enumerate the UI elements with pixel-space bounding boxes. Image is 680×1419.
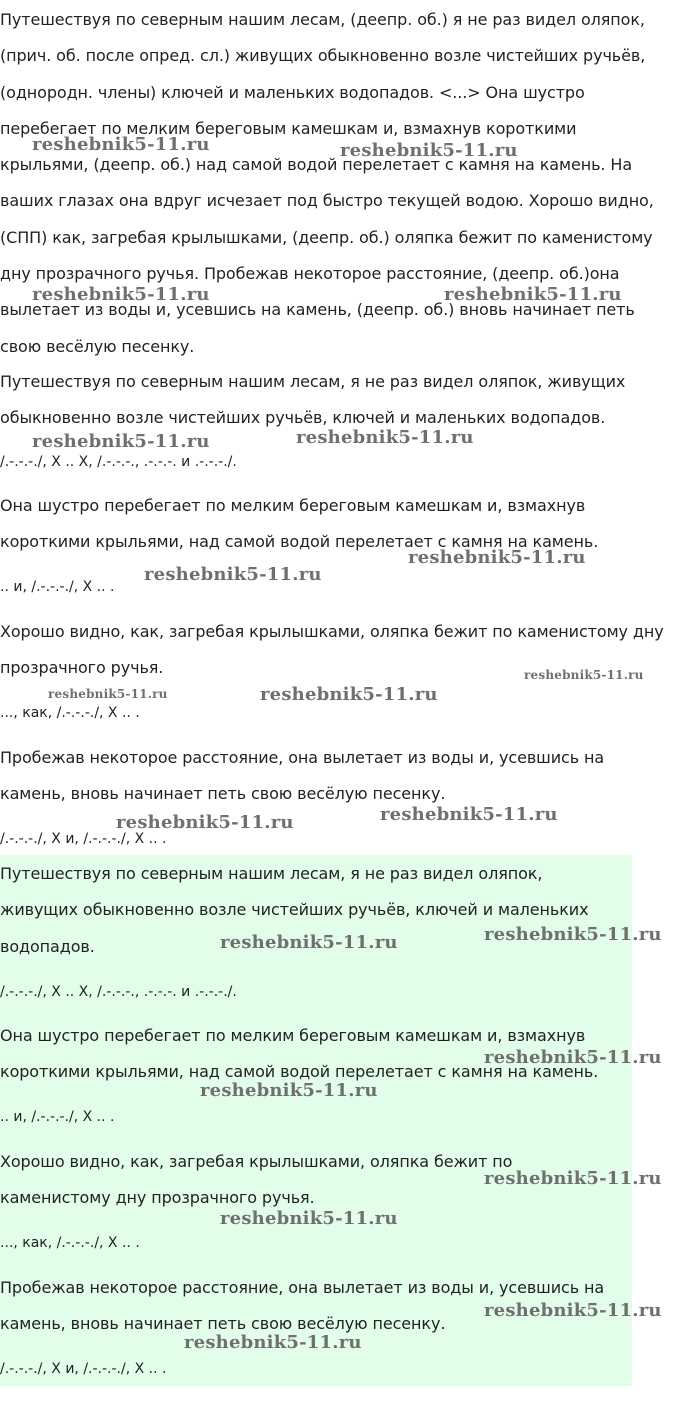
answer-sentence-1-scheme: /.-.-.-./, X .. X, /.-.-.-., .-.-.-. и .-.-.-./. xyxy=(0,984,237,1000)
sentence-4-scheme: /.-.-.-./, X и, /.-.-.-./, X .. . xyxy=(0,831,167,847)
watermark: reshebnik5-11.ru xyxy=(524,668,644,682)
watermark: reshebnik5-11.ru xyxy=(32,284,210,305)
watermark: reshebnik5-11.ru xyxy=(48,687,168,701)
watermark: reshebnik5-11.ru xyxy=(184,1332,362,1353)
watermark: reshebnik5-11.ru xyxy=(340,140,518,161)
watermark: reshebnik5-11.ru xyxy=(144,564,322,585)
sentence-2-text: Она шустро перебегает по мелким береговым камешкам и, взмахнув короткими крыльями, над самой водой перелетает с камня на камень. xyxy=(0,496,599,552)
watermark: reshebnik5-11.ru xyxy=(484,924,662,945)
answer-sentence-3-text: Хорошо видно, как, загребая крылышками, оляпка бежит по каменистому дну прозрачного ручья. xyxy=(0,1152,513,1208)
sentence-3-scheme: ..., как, /.-.-.-./, X .. . xyxy=(0,705,140,721)
watermark: reshebnik5-11.ru xyxy=(484,1047,662,1068)
watermark: reshebnik5-11.ru xyxy=(220,932,398,953)
answer-sentence-2-text: Она шустро перебегает по мелким береговым камешкам и, взмахнув короткими крыльями, над самой водой перелетает с камня на камень. xyxy=(0,1026,599,1082)
watermark: reshebnik5-11.ru xyxy=(32,431,210,452)
sentence-2-scheme: .. и, /.-.-.-./, X .. . xyxy=(0,579,115,595)
watermark: reshebnik5-11.ru xyxy=(116,812,294,833)
watermark: reshebnik5-11.ru xyxy=(484,1168,662,1189)
watermark: reshebnik5-11.ru xyxy=(260,684,438,705)
watermark: reshebnik5-11.ru xyxy=(296,427,474,448)
answer-sentence-4-scheme: /.-.-.-./, X и, /.-.-.-./, X .. . xyxy=(0,1361,167,1377)
sentence-4-text: Пробежав некоторое расстояние, она вылетает из воды и, усевшись на камень, вновь начинает петь свою весёлую песенку. xyxy=(0,748,605,804)
answer-sentence-3-scheme: ..., как, /.-.-.-./, X .. . xyxy=(0,1235,140,1251)
watermark: reshebnik5-11.ru xyxy=(200,1080,378,1101)
sentence-1-scheme: /.-.-.-./, X .. X, /.-.-.-., .-.-.-. и .-.-.-./. xyxy=(0,454,237,470)
sentence-3-text: Хорошо видно, как, загребая крылышками, оляпка бежит по каменистому дну прозрачного ручья. xyxy=(0,622,664,678)
watermark: reshebnik5-11.ru xyxy=(444,284,622,305)
answer-sentence-1-text: Путешествуя по северным нашим лесам, я не раз видел оляпок, живущих обыкновенно возле чистейших ручьёв, ключей и маленьких водопадов. xyxy=(0,864,589,956)
watermark: reshebnik5-11.ru xyxy=(220,1208,398,1229)
watermark: reshebnik5-11.ru xyxy=(408,547,586,568)
answer-sentence-4-text: Пробежав некоторое расстояние, она вылетает из воды и, усевшись на камень, вновь начинает петь свою весёлую песенку. xyxy=(0,1278,605,1334)
answer-sentence-2-scheme: .. и, /.-.-.-./, X .. . xyxy=(0,1109,115,1125)
watermark: reshebnik5-11.ru xyxy=(32,134,210,155)
sentence-1-text: Путешествуя по северным нашим лесам, я не раз видел оляпок, живущих обыкновенно возле чистейших ручьёв, ключей и маленьких водопадов. xyxy=(0,372,626,428)
watermark: reshebnik5-11.ru xyxy=(380,804,558,825)
original-text: Путешествуя по северным нашим лесам, (деепр. об.) я не раз видел оляпок, (прич. об. после опред. сл.) живущих обыкновенно возле чистейших ручьёв, (однородн. члены) ключей и маленьких водопадов. <...> Она шустро перебегает по мелким береговым камешкам и, взмахнув короткими крыльями, (деепр. об.) над самой водой перелетает с камня на камень. На ваших глазах она вдруг исчезает под быстро текущей водою. Хорошо видно, (СПП) как, загребая крылышками, (деепр. об.) оляпка бежит по каменистому дну прозрачного ручья. Пробежав некоторое расстояние, (деепр. об.)она вылетает из воды и, усевшись на камень, (деепр. об.) вновь начинает петь свою весёлую песенку. xyxy=(0,10,654,356)
watermark: reshebnik5-11.ru xyxy=(484,1300,662,1321)
